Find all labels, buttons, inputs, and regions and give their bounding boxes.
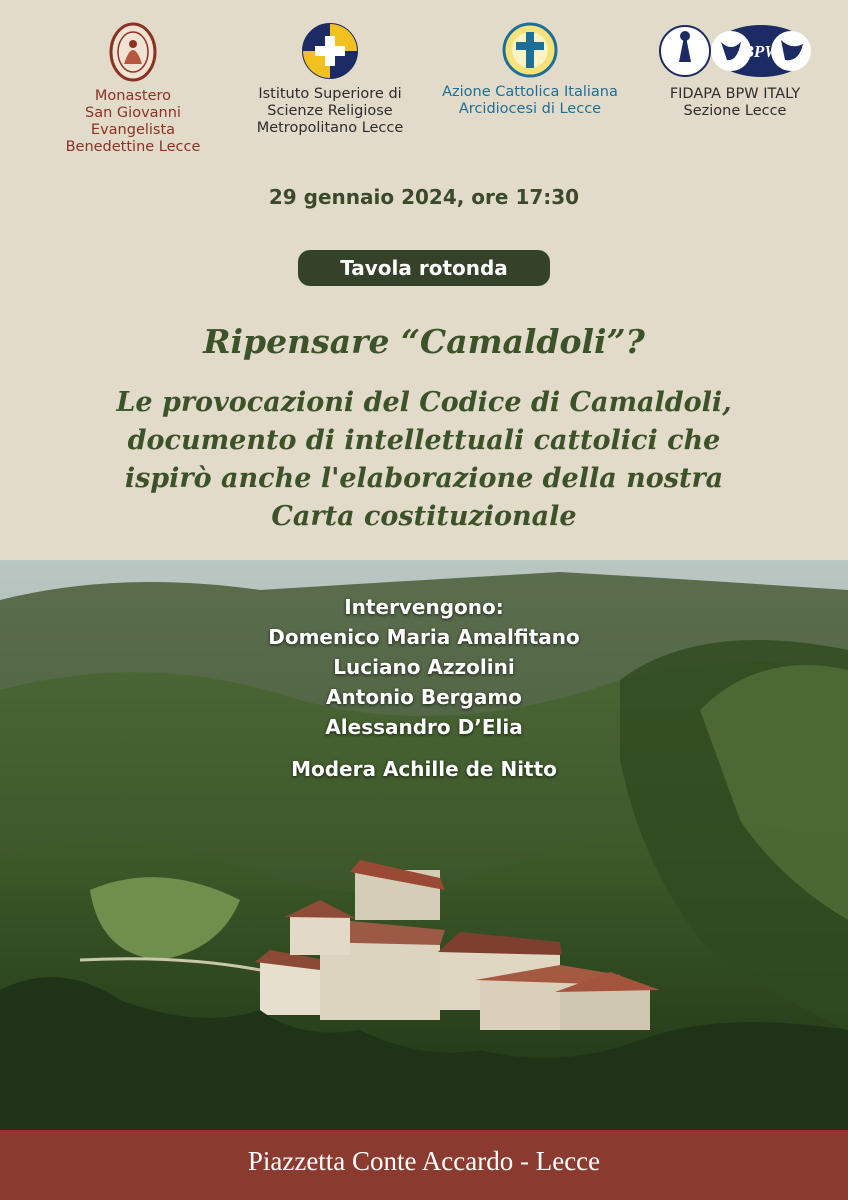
subtitle-line: ispirò anche l'elaborazione della nostra: [124, 463, 724, 494]
moderator: Modera Achille de Nitto: [291, 757, 557, 781]
event-title: Ripensare “Camaldoli”?: [203, 322, 645, 361]
subtitle-line: Carta costituzionale: [271, 501, 577, 532]
azione-cattolica-cross-icon: [502, 22, 558, 78]
organizer-azione-cattolica: [430, 22, 630, 118]
organizer-line: Azione Cattolica Italiana: [442, 84, 618, 100]
subtitle-line: Le provocazioni del Codice di Camaldoli,: [116, 387, 732, 418]
organizer-line: San Giovanni Evangelista: [85, 105, 181, 138]
event-date: 29 gennaio 2024, ore 17:30: [268, 185, 580, 209]
speakers-heading: Intervengono:: [344, 595, 504, 619]
monastery-seal-icon: [108, 22, 158, 82]
bpw-logo-text: BPW: [742, 42, 780, 61]
speakers-block: [0, 592, 848, 784]
organizer-line: Arcidiocesi di Lecce: [458, 101, 602, 117]
organizer-monastero: [48, 22, 218, 156]
organizer-line: FIDAPA BPW ITALY: [669, 86, 801, 102]
header-area: [0, 0, 848, 560]
organizer-line: Monastero: [94, 88, 172, 104]
organizer-fidapa: [640, 22, 830, 120]
speaker-name: Domenico Maria Amalfitano: [268, 625, 580, 649]
organizer-line: Sezione Lecce: [683, 103, 787, 119]
issr-emblem-icon: [301, 22, 359, 80]
event-subtitle: [60, 384, 788, 536]
organizer-line: Metropolitano Lecce: [256, 120, 404, 136]
organizer-issr: [240, 22, 420, 137]
location-footer: Piazzetta Conte Accardo - Lecce: [0, 1130, 848, 1200]
fidapa-bpw-logos-icon: [657, 22, 813, 80]
organizer-line: Scienze Religiose: [267, 103, 393, 119]
subtitle-line: documento di intellettuali cattolici che: [127, 425, 721, 456]
speaker-name: Alessandro D’Elia: [325, 715, 523, 739]
organizer-line: Benedettine Lecce: [65, 139, 201, 155]
event-format-badge: Tavola rotonda: [298, 250, 550, 286]
speaker-name: Luciano Azzolini: [333, 655, 515, 679]
organizer-line: Istituto Superiore di: [258, 86, 402, 102]
speaker-name: Antonio Bergamo: [326, 685, 522, 709]
